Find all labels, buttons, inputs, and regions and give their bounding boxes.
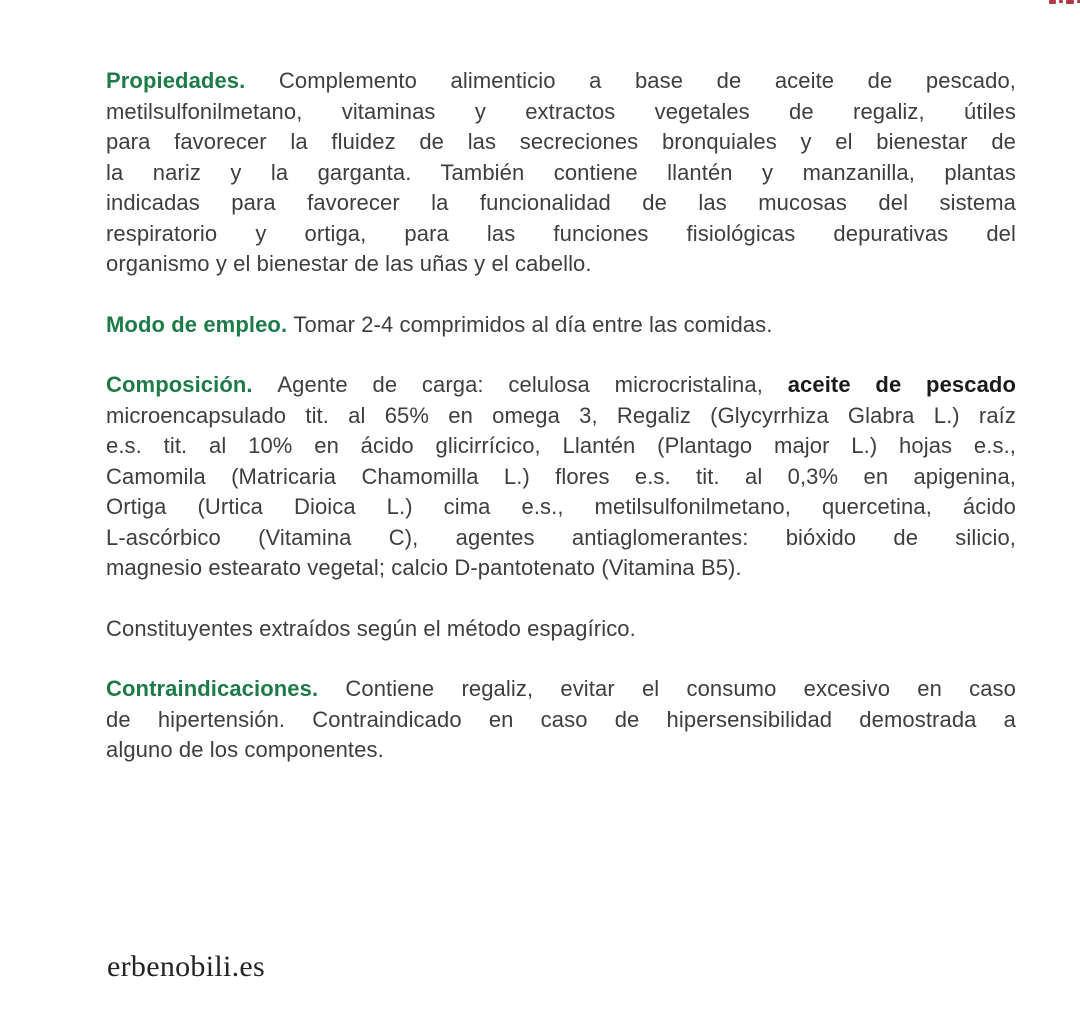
text-line: Ortiga (Urtica Dioica L.) cima e.s., metilsulfonilmetano, quercetina, ácido [106, 494, 1016, 519]
section-modo-de-empleo [106, 310, 1016, 341]
section-heading: Propiedades. [106, 68, 279, 93]
section-heading: Modo de empleo. [106, 311, 294, 337]
text-line: Modo de empleo. Tomar 2-4 comprimidos al día entre las comidas. [106, 311, 773, 337]
text-line: de hipertensión. Contraindicado en caso de hipersensibilidad demostrada a [106, 706, 1016, 732]
text-line: L-ascórbico (Vitamina C), agentes antiaglomerantes: bióxido de silicio, [106, 524, 1016, 550]
section-contraindicaciones [106, 674, 1016, 766]
text-line: alguno de los componentes. [106, 737, 384, 762]
label-text-content [106, 66, 1016, 796]
text-line: metilsulfonilmetano, vitaminas y extractos vegetales de regaliz, útiles [106, 98, 1016, 124]
text-line: respiratorio y ortiga, para las funciones fisiológicas depurativas del [106, 220, 1016, 246]
text-line: indicadas para favorecer la funcionalidad de las mucosas del sistema [106, 190, 1016, 215]
text-line: para favorecer la fluidez de las secreciones bronquiales y el bienestar de [106, 129, 1016, 154]
text-line: Composición. Agente de carga: celulosa microcristalina, aceite de pescado [106, 372, 1016, 397]
section-constituyentes [106, 614, 1016, 645]
text-line: Camomila (Matricaria Chamomilla L.) flores e.s. tit. al 0,3% en apigenina, [106, 463, 1016, 489]
section-heading: Composición. [106, 372, 278, 397]
text-line: e.s. tit. al 10% en ácido glicirrícico, Llantén (Plantago major L.) hojas e.s., [106, 433, 1016, 458]
bold-ingredient-text: aceite de pescado [787, 372, 1016, 397]
red-mark [1066, 0, 1074, 4]
section-propiedades [106, 66, 1016, 280]
red-mark [1059, 0, 1063, 3]
text-line: Propiedades. Complemento alimenticio a base de aceite de pescado, [106, 68, 1016, 93]
text-line: Contraindicaciones. Contiene regaliz, evitar el consumo excesivo en caso [106, 676, 1016, 701]
text-line: microencapsulado tit. al 65% en omega 3, Regaliz (Glycyrrhiza Glabra L.) raíz [106, 402, 1016, 428]
section-heading: Contraindicaciones. [106, 676, 346, 701]
brand-website-text: erbenobili.es [107, 950, 266, 983]
text-line: la nariz y la garganta. También contiene llantén y manzanilla, plantas [106, 159, 1016, 185]
section-composicion [106, 370, 1016, 584]
text-line: organismo y el bienestar de las uñas y el cabello. [106, 251, 592, 276]
text-line: magnesio estearato vegetal; calcio D-pantotenato (Vitamina B5). [106, 555, 742, 580]
text-line: Constituyentes extraídos según el método espagírico. [106, 615, 636, 641]
clipped-red-text-fragment [1049, 0, 1080, 4]
red-mark [1049, 0, 1056, 4]
